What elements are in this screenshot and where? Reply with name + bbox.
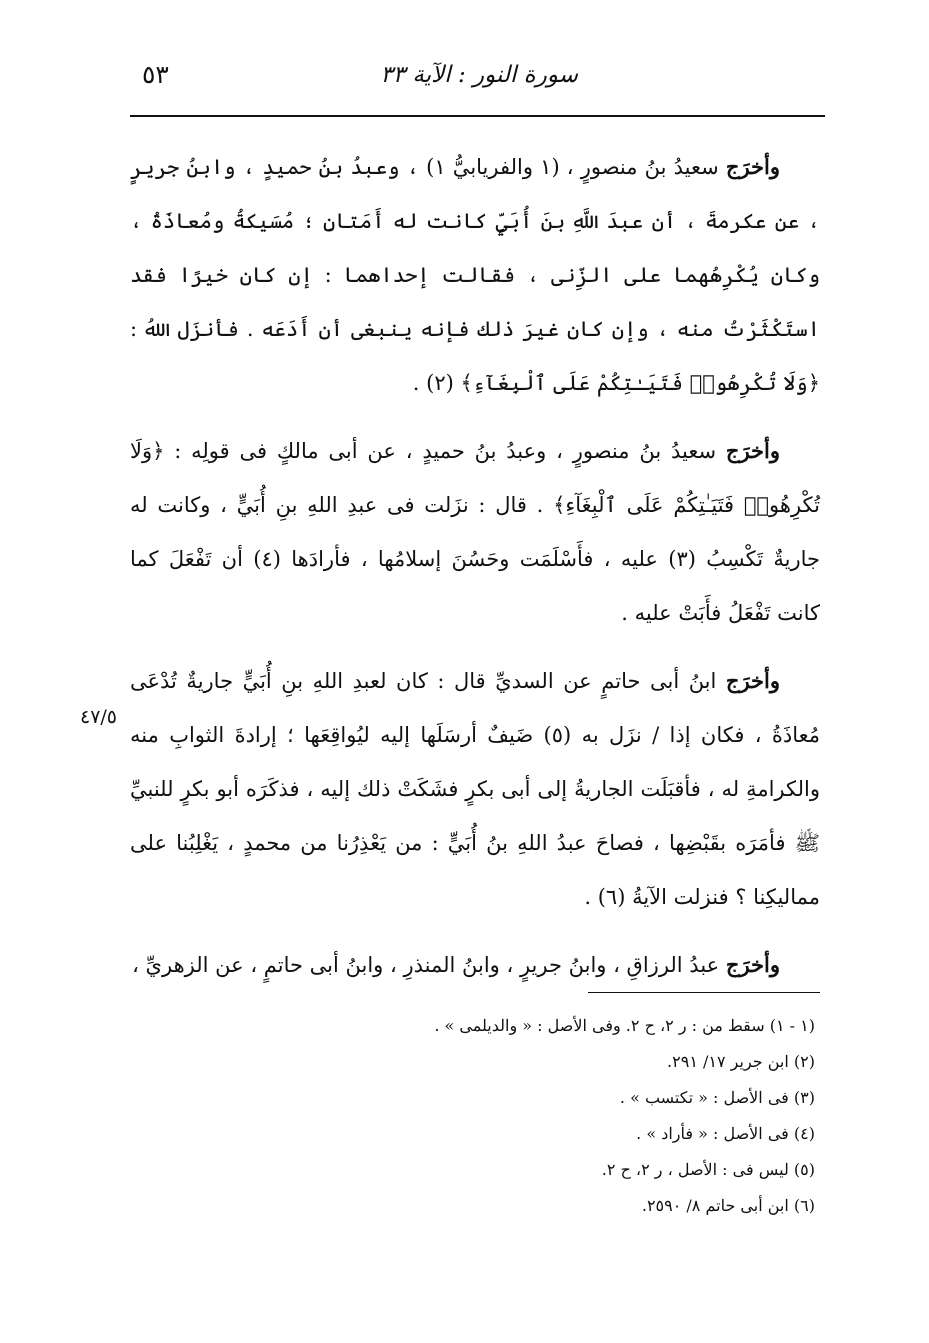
paragraph-4 bbox=[130, 938, 820, 992]
footnote-3: (٣) فى الأصل : « تكتسب » . bbox=[619, 1088, 815, 1107]
paragraph-text: سعيدُ بنُ منصورٍ ، وعبدُ بنُ حميدٍ ، عن أبى مالكٍ فى قولِه : ﴿وَلَا تُكْرِهُوا۟ فَتَيَـٰتِكُمْ عَلَى ٱلْبِغَآءِ﴾ . قال : نزَلت فى عبدِ اللهِ بنِ أُبَيٍّ ، وكانت له جاريةٌ تَكْسِبُ (٣) عليه ، فأَسْلَمَت وحَسُنَ إسلامُها ، فأرادَها (٤) أن تَفْعَلَ كما كانت تَفْعَلُ فأَبَتْ عليه . bbox=[130, 439, 821, 625]
header-rule bbox=[130, 115, 825, 117]
paragraph-opener: وأخرَج bbox=[725, 438, 780, 463]
paragraph-text: عبدُ الرزاقِ ، وابنُ جريرٍ ، وابنُ المنذرِ ، وابنُ أبى حاتمٍ ، عن الزهريِّ ، bbox=[132, 953, 726, 977]
main-text bbox=[130, 140, 820, 1006]
footnote-rule bbox=[588, 992, 820, 993]
paragraph-opener: وأخرَج bbox=[725, 668, 780, 693]
paragraph-1 bbox=[130, 140, 820, 410]
paragraph-text: ابنُ أبى حاتمٍ عن السديِّ قال : كان لعبدِ اللهِ بنِ أُبَيٍّ جاريةٌ تُدْعَى مُعاذَةُ ، فكان إذا / نزَل به (٥) ضَيفٌ أرسَلَها إليه ليُواقِعَها ؛ إرادةَ الثوابِ منه والكرامةِ له ، فأقبَلَت الجاريةُ إلى أبى بكرٍ فشَكَتْ ذلك إليه ، فذكَرَه أبو بكرٍ للنبيِّ ﷺ فأمَرَه بقَبْضِها ، فصاحَ عبدُ اللهِ بنُ أُبَيٍّ : من يَعْذِرُنا من محمدٍ ، يَغْلِبُنا على مماليكِنا ؟ فنزلت الآيةُ (٦) . bbox=[130, 669, 820, 909]
footnote-1: (١ - ١) سقط من : ر ٢، ح ٢. وفى الأصل : « والديلمى » . bbox=[434, 1016, 815, 1035]
paragraph-opener: وأخرَج bbox=[725, 952, 780, 977]
footnote-2: (٢) ابن جرير ١٧/ ٢٩١. bbox=[667, 1052, 815, 1071]
footnote-6: (٦) ابن أبى حاتم ٨/ ٢٥٩٠. bbox=[641, 1196, 815, 1215]
running-title: سورة النور : الآية ٣٣ bbox=[380, 62, 578, 88]
paragraph-2 bbox=[130, 424, 820, 640]
footnote-4: (٤) فى الأصل : « فأراد » . bbox=[636, 1124, 815, 1143]
footnote-5: (٥) ليس فى : الأصل ، ر ٢، ح ٢. bbox=[601, 1160, 815, 1179]
paragraph-opener: وأخرَج bbox=[725, 154, 780, 179]
paragraph-text: سعيدُ بنُ منصورٍ ، (١ والفريابيُّ ١) ، وعبدُ بنُ حميدٍ ، وابنُ جريرٍ ، عن عكرمةَ ، أن عبدَ اللَّهِ بنَ أُبَيٍّ كانت له أَمَتانِ ؛ مُسَيكةُ ومُعاذَةُ ، وكان يُكْرِهُهما على الزِّنى ، فقالت إحداهما : إن كان خيرًا فقد استَكْثَرْتُ منه ، وإن كان غيرَ ذلك فإنه ينبغى أن أَدَعَه . فأنزَل اللهُ : ﴿وَلَا تُكْرِهُوا۟ فَتَيَـٰتِكُمْ عَلَى ٱلْبِغَآءِ﴾ (٢) . bbox=[130, 155, 820, 395]
margin-note: ٤٧/٥ bbox=[80, 706, 118, 728]
footnotes bbox=[300, 1008, 815, 1224]
page-number: ٥٣ bbox=[142, 60, 169, 89]
page-header bbox=[130, 56, 818, 96]
paragraph-3 bbox=[130, 654, 820, 924]
